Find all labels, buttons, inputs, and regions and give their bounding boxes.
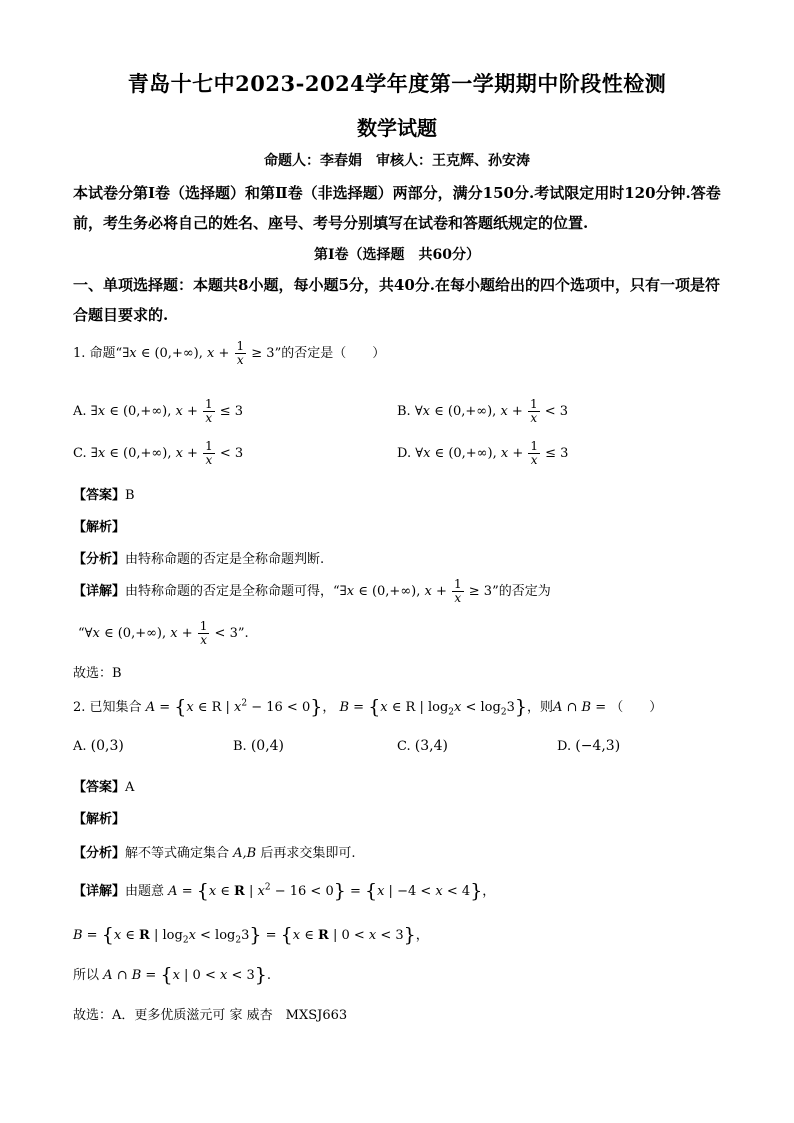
question-1-prefix: 1. 命题“ <box>73 346 123 361</box>
exam-intro: 本试卷分第Ⅰ卷（选择题）和第Ⅱ卷（非选择题）两部分，满分150分.考试限定用时120分钟.答卷前，考生务必将自己的姓名、座号、考号分别填写在试卷和答题纸规定的位置. <box>73 184 721 232</box>
question-1-formula: ∃x ∈ (0,+∞), x + $\frac{1}{x}$ ≥ 3 <box>122 339 275 367</box>
q2-option-a: A. (0,3) <box>73 738 124 754</box>
q1-xiangjie: 【详解】由特称命题的否定是全称命题可得，“∃x ∈ (0,+∞), x + $\frac{1}{x}$ ≥ 3”的否定为 <box>73 577 551 605</box>
exam-authors: 命题人：李春娟 审核人：王克辉、孙安涛 <box>264 153 530 169</box>
q1-fenxi: 【分析】由特称命题的否定是全称命题判断. <box>73 552 325 567</box>
q1-option-d: D. ∀x ∈ (0,+∞), x + $\frac{1}{x}$ ≤ 3 <box>397 439 569 467</box>
question-2: 2. 已知集合 A = {x ∈ R | $x^2 - 16 < 0$}， B = {x ∈ R | $\log_2x < \log_23$}，则A ∩ B = （ ） <box>73 696 663 718</box>
q1-answer: 【答案】B <box>73 488 135 503</box>
q2-option-b: B. (0,4) <box>233 738 285 754</box>
q1-negation: “∀x ∈ (0,+∞), x + $\frac{1}{x}$ < 3”. <box>78 619 249 647</box>
part-heading: 第Ⅰ卷（选择题 共60分） <box>313 247 481 263</box>
exam-title: 青岛十七中2023-2024学年度第一学期期中阶段性检测 <box>127 71 667 96</box>
q2-analysis-tag: 【解析】 <box>73 812 126 827</box>
q2-answer: 【答案】A <box>73 780 135 795</box>
q2-option-d: D. (−4,3) <box>557 738 621 754</box>
q2-xiangjie: 【详解】由题意 A = {x ∈ R | $x^2 - 16 < 0\} = \{x$ | −4 < x < 4}， <box>73 880 496 902</box>
question-1 <box>73 340 385 367</box>
section-heading: 一、单项选择题：本题共8小题，每小题5分，共40分.在每小题给出的四个选项中，只有一项是符合题目要求的. <box>73 276 720 324</box>
q2-conclusion: 故选：A．更多优质滋元可 家 威杏 MXSJ663 <box>73 1008 348 1023</box>
q1-option-a: A. ∃x ∈ (0,+∞), x + $\frac{1}{x}$ ≤ 3 <box>73 397 244 425</box>
q2-intersection: 所以 A ∩ B = {x | 0 < x < 3}. <box>73 964 271 986</box>
q1-conclusion: 故选：B <box>73 666 122 681</box>
q1-analysis-tag: 【解析】 <box>73 520 126 535</box>
q1-option-b: B. ∀x ∈ (0,+∞), x + $\frac{1}{x}$ < 3 <box>397 397 569 425</box>
exam-subtitle: 数学试题 <box>357 116 437 140</box>
q2-option-c: C. (3,4) <box>397 738 448 754</box>
question-1-suffix: ”的否定是（ ） <box>274 346 386 361</box>
q2-fenxi: 【分析】解不等式确定集合 A,B 后再求交集即可. <box>73 846 356 861</box>
q1-option-c: C. ∃x ∈ (0,+∞), x + $\frac{1}{x}$ < 3 <box>73 439 244 467</box>
q2-set-b: B = {x ∈ R | $\log_2x < \log_23\} = \{x$ ∈ R | 0 < x < 3}， <box>73 924 429 946</box>
